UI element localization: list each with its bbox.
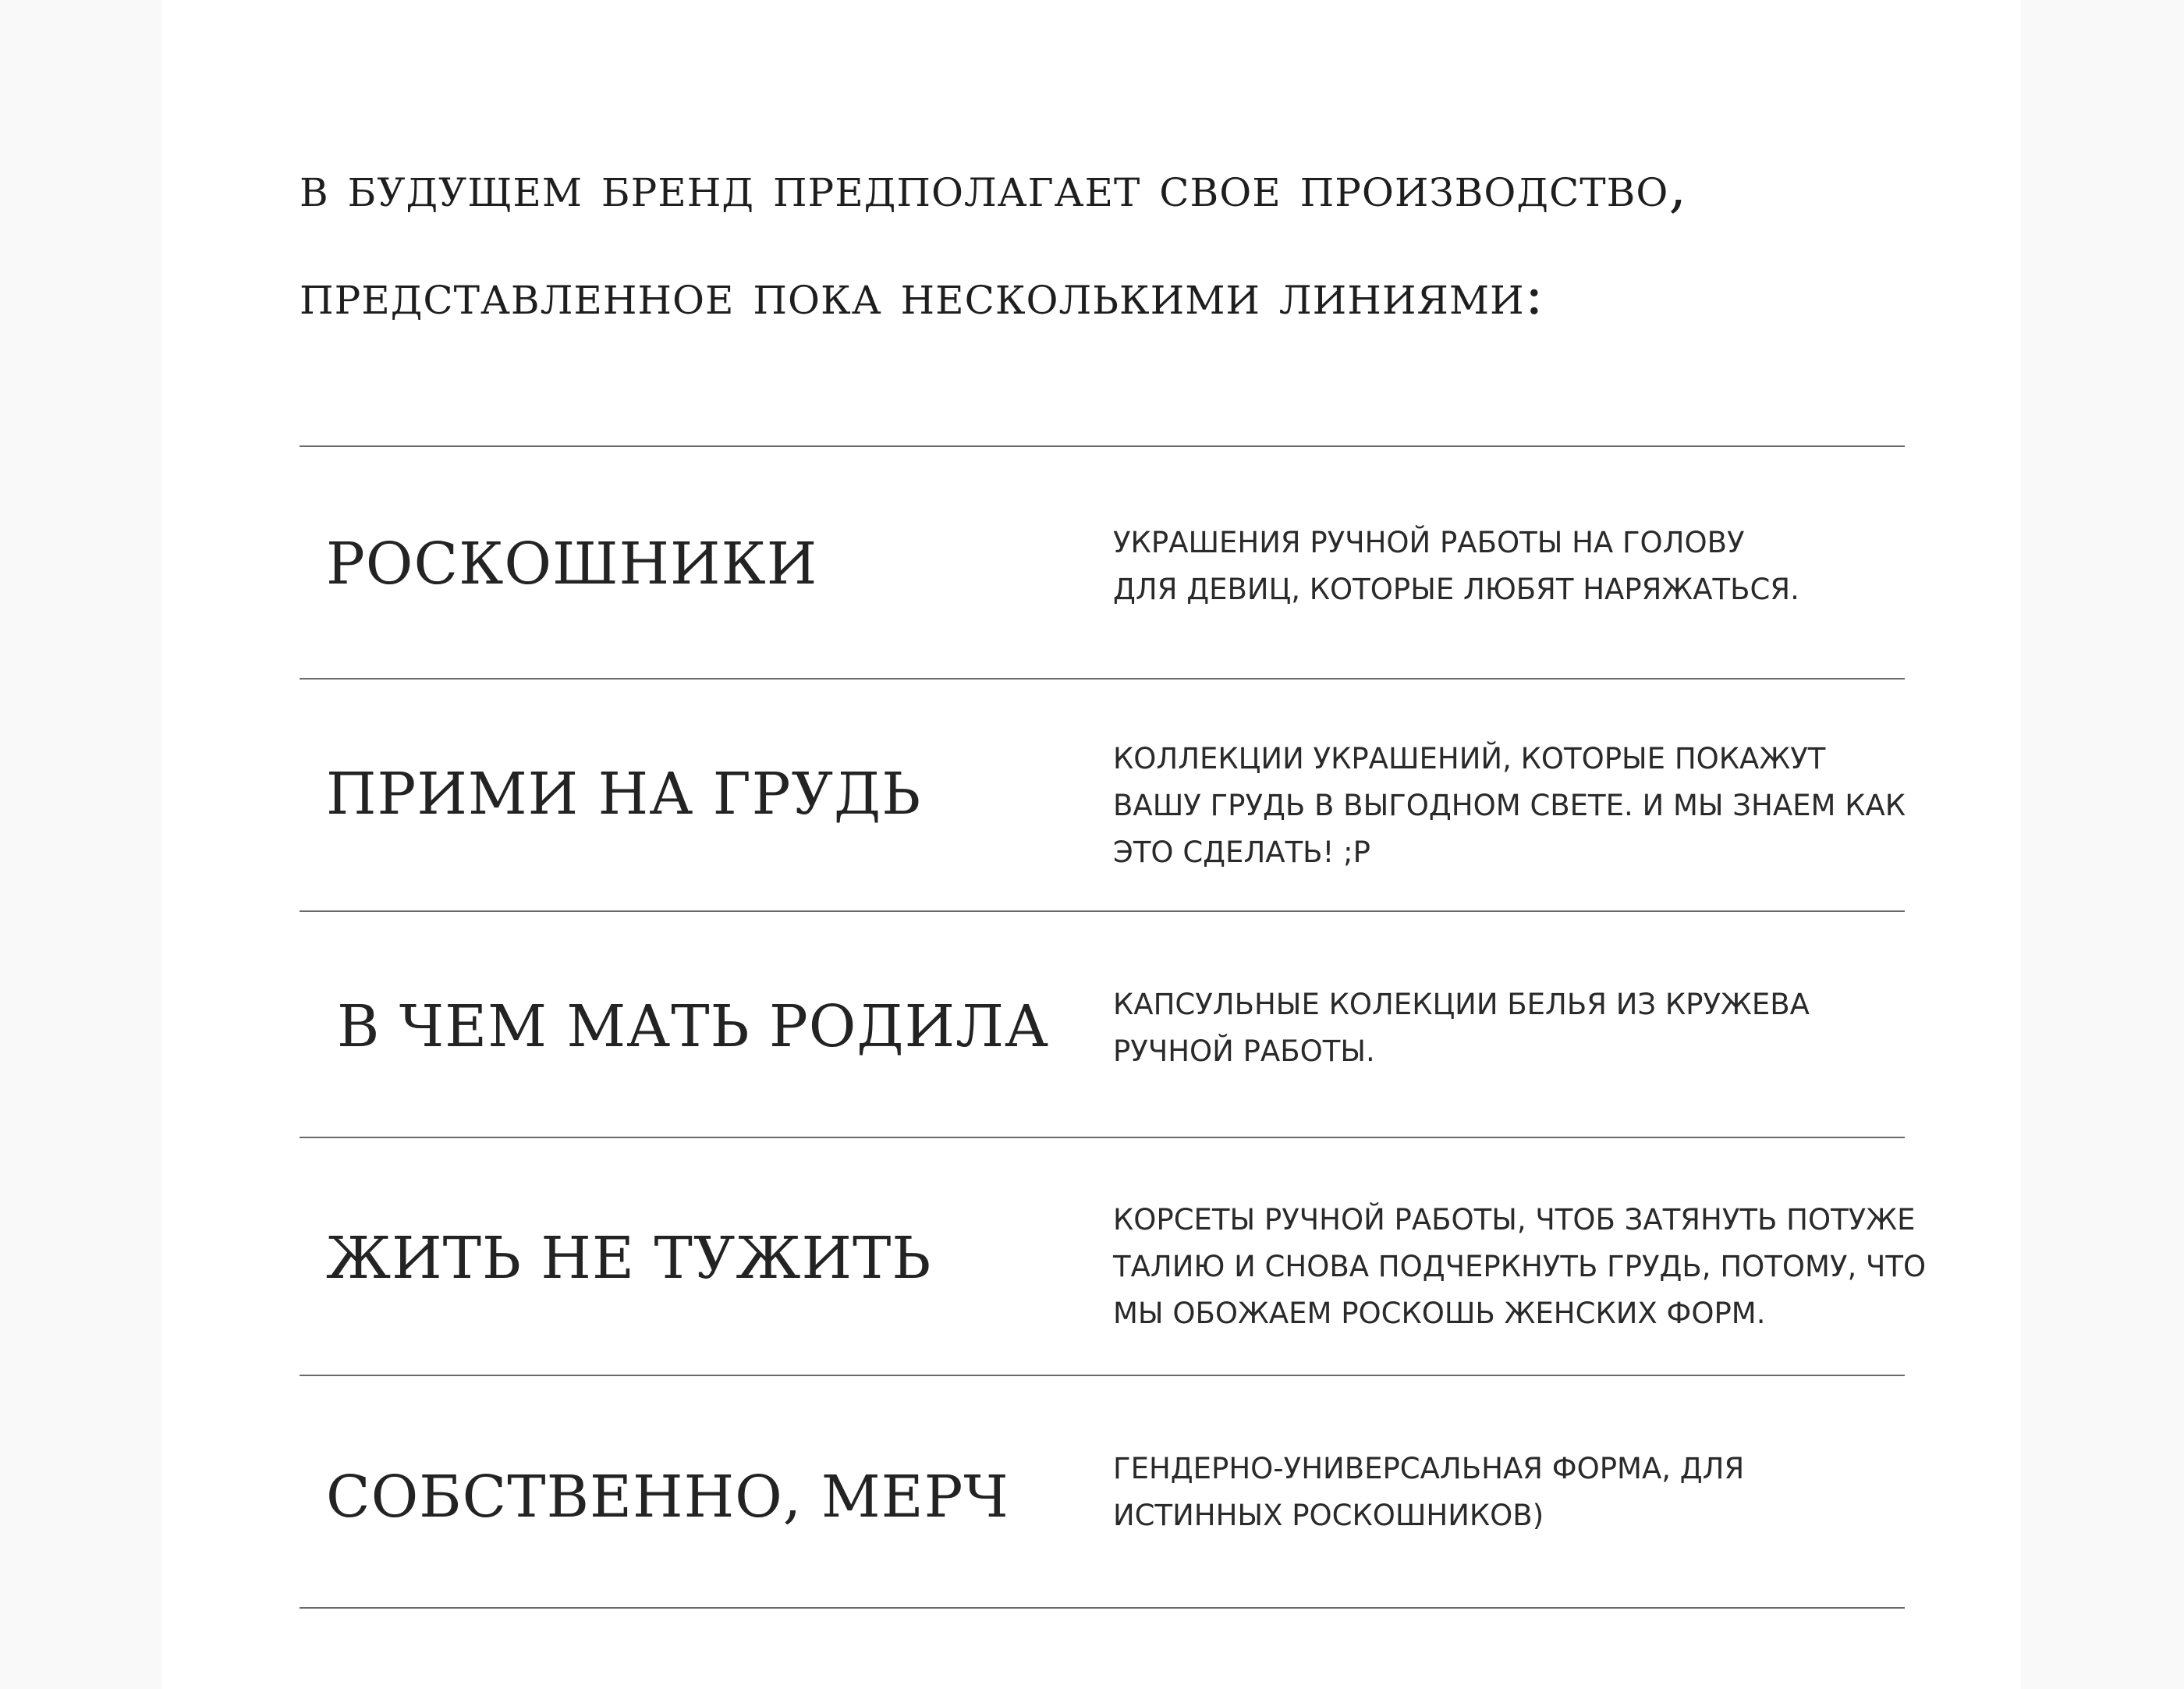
divider	[300, 1607, 1905, 1609]
divider	[300, 1375, 1905, 1376]
description-line: ВАШУ ГРУДЬ В ВЫГОДНОМ СВЕТЕ. И МЫ ЗНАЕМ КАК	[1113, 789, 1906, 822]
divider	[300, 678, 1905, 680]
product-line-description	[1113, 736, 1924, 876]
description-line: КОЛЛЕКЦИИ УКРАШЕНИЙ, КОТОРЫЕ ПОКАЖУТ	[1113, 742, 1826, 775]
description-line: КАПСУЛЬНЫЕ КОЛЕКЦИИ БЕЛЬЯ ИЗ КРУЖЕВА	[1113, 988, 1810, 1021]
product-line-title-zhit-ne-tuzhit: ЖИТЬ НЕ ТУЖИТЬ	[326, 1225, 932, 1292]
description-line: ЭТО СДЕЛАТЬ! ;Р	[1113, 836, 1370, 869]
description-line: УКРАШЕНИЯ РУЧНОЙ РАБОТЫ НА ГОЛОВУ	[1113, 526, 1745, 559]
divider	[300, 445, 1905, 447]
divider	[300, 910, 1905, 912]
product-line-title-v-chem-mat-rodila: В ЧЕМ МАТЬ РОДИЛА	[337, 993, 1049, 1060]
description-line: РУЧНОЙ РАБОТЫ.	[1113, 1034, 1375, 1068]
description-line: ДЛЯ ДЕВИЦ, КОТОРЫЕ ЛЮБЯТ НАРЯЖАТЬСЯ.	[1113, 573, 1799, 606]
product-line-description	[1113, 981, 1924, 1075]
description-line: ТАЛИЮ И СНОВА ПОДЧЕРКНУТЬ ГРУДЬ, ПОТОМУ, ЧТО	[1113, 1250, 1927, 1283]
page-heading	[300, 133, 1938, 348]
description-line: МЫ ОБОЖАЕМ РОСКОШЬ ЖЕНСКИХ ФОРМ.	[1113, 1297, 1766, 1330]
description-line: ГЕНДЕРНО-УНИВЕРСАЛЬНАЯ ФОРМА, ДЛЯ	[1113, 1452, 1745, 1485]
product-line-description	[1113, 520, 1924, 613]
divider	[300, 1137, 1905, 1138]
heading-line-1: в будущем бренд предполагает свое производство,	[300, 154, 1688, 219]
heading-line-2: представленное пока несколькими линиями:	[300, 261, 1544, 327]
description-line: КОРСЕТЫ РУЧНОЙ РАБОТЫ, ЧТОБ ЗАТЯНУТЬ ПОТУЖЕ	[1113, 1203, 1916, 1237]
product-line-description	[1113, 1446, 1924, 1539]
description-line: ИСТИННЫХ РОСКОШНИКОВ)	[1113, 1499, 1544, 1532]
product-line-title-primi-na-grud: ПРИМИ НА ГРУДЬ	[326, 761, 922, 828]
product-line-title-sobstvenno-merch: СОБСТВЕННО, МЕРЧ	[326, 1464, 1009, 1531]
product-line-description	[1113, 1197, 1927, 1337]
product-line-title-roskoshniki: РОСКОШНИКИ	[326, 530, 818, 598]
